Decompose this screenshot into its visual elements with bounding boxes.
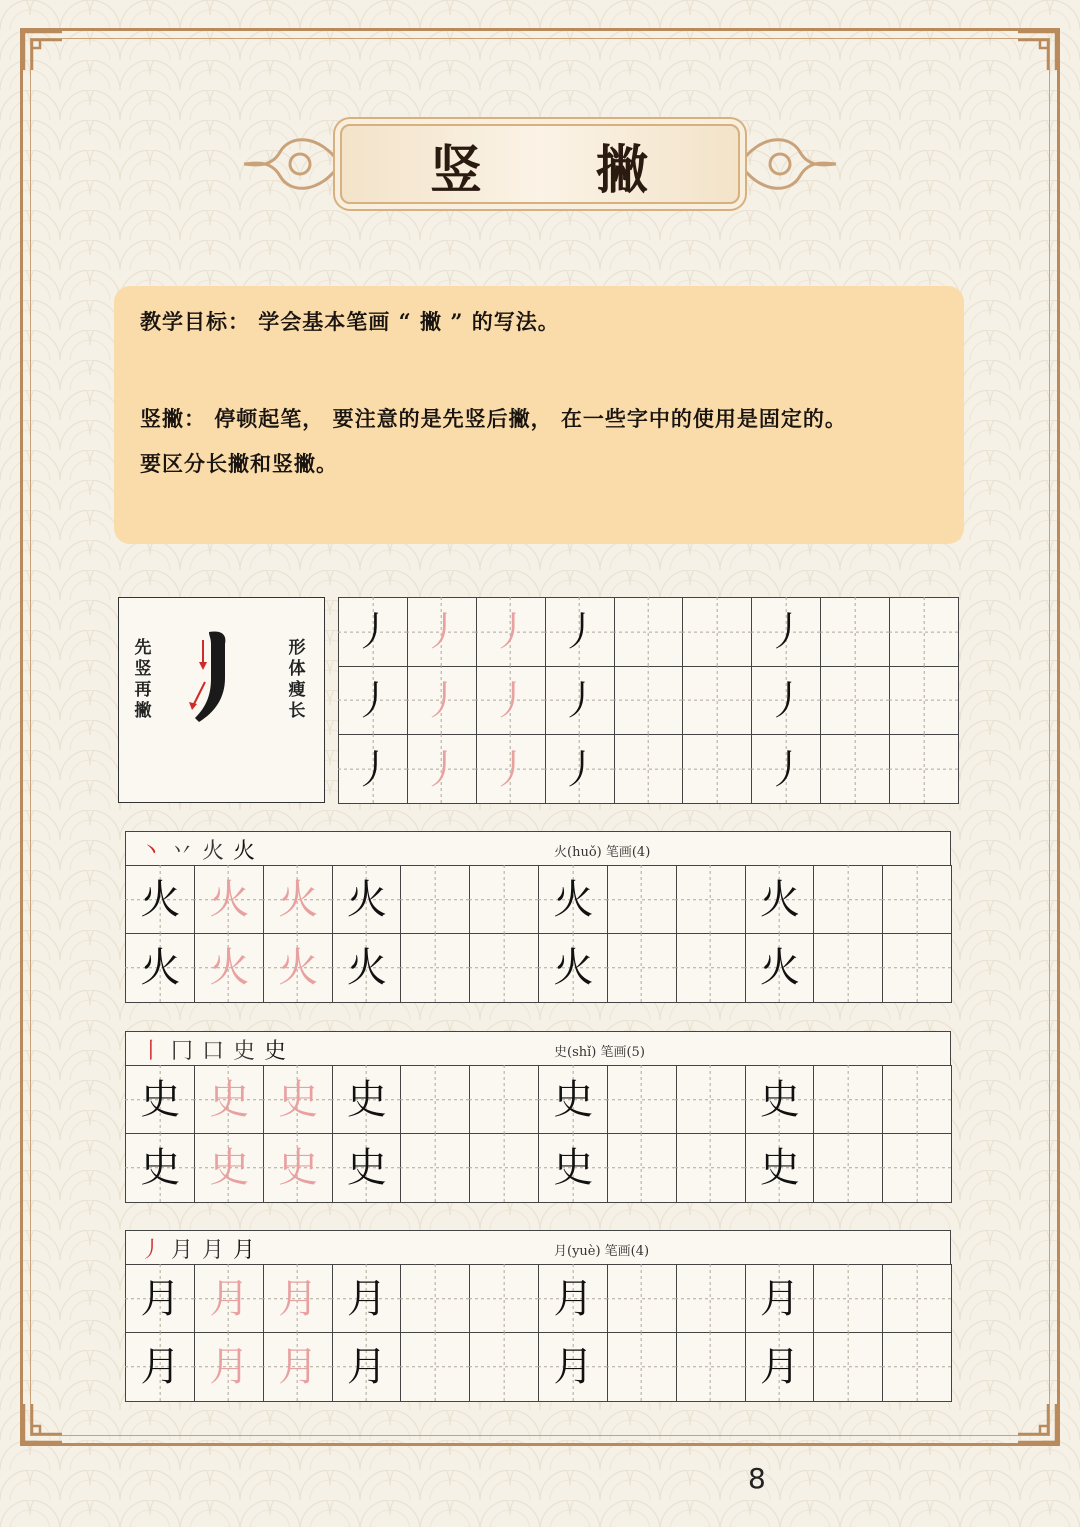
char-practice-cell[interactable]: [882, 933, 952, 1003]
char-practice-glyph: 火: [140, 877, 181, 923]
char-practice-cell[interactable]: [469, 1332, 539, 1402]
corner-ornament-top-right: [1014, 28, 1060, 74]
char-practice-cell[interactable]: [469, 865, 539, 935]
cell-guide-lines: [813, 1264, 883, 1334]
stroke-order-step: 月: [170, 1238, 193, 1263]
stroke-practice-cell[interactable]: [751, 734, 821, 804]
stroke-order-step: 冂: [170, 1039, 193, 1064]
stroke-order-step: 丨: [139, 1039, 162, 1064]
stroke-practice-glyph: 丿: [560, 609, 601, 656]
char-practice-glyph: 月: [553, 1344, 594, 1390]
cell-guide-lines: [613, 597, 683, 667]
char-practice-glyph: 史: [209, 1145, 250, 1191]
char-practice-glyph: 火: [759, 945, 800, 991]
char-practice-cell[interactable]: [745, 1065, 815, 1135]
cell-guide-lines: [400, 1065, 470, 1135]
char-section-2: [125, 1031, 951, 1201]
char-practice-cell[interactable]: [676, 1065, 746, 1135]
stroke-order-bar: [125, 1031, 951, 1067]
cell-guide-lines: [606, 1133, 676, 1203]
char-practice-cell[interactable]: [400, 1332, 470, 1402]
char-practice-cell[interactable]: [125, 1264, 195, 1334]
char-practice-glyph: 史: [346, 1145, 387, 1191]
char-practice-glyph: 火: [553, 945, 594, 991]
cell-guide-lines: [469, 1065, 539, 1135]
char-practice-cell[interactable]: [882, 865, 952, 935]
stroke-practice-cell[interactable]: [820, 597, 890, 667]
char-practice-glyph: 火: [553, 877, 594, 923]
cell-guide-lines: [820, 665, 890, 735]
stroke-order-step: 史: [232, 1039, 255, 1064]
char-practice-glyph: 月: [759, 1344, 800, 1390]
char-practice-glyph: 月: [278, 1276, 319, 1322]
char-practice-cell[interactable]: [676, 1332, 746, 1402]
char-practice-cell[interactable]: [607, 1332, 677, 1402]
char-practice-cell[interactable]: [538, 1065, 608, 1135]
corner-ornament-bottom-right: [1014, 1400, 1060, 1446]
stroke-practice-glyph: 丿: [766, 609, 807, 656]
cell-guide-lines: [606, 865, 676, 935]
cell-guide-lines: [682, 734, 752, 804]
char-practice-glyph: 月: [553, 1276, 594, 1322]
char-practice-cell[interactable]: [813, 1065, 883, 1135]
cell-guide-lines: [400, 1332, 470, 1402]
char-practice-cell[interactable]: [607, 865, 677, 935]
stroke-practice-glyph: 丿: [422, 677, 463, 724]
stroke-practice-cell[interactable]: [820, 734, 890, 804]
title-plate: [340, 124, 740, 204]
cell-guide-lines: [882, 1332, 952, 1402]
cell-guide-lines: [889, 597, 959, 667]
cell-guide-lines: [675, 1332, 745, 1402]
cell-guide-lines: [882, 865, 952, 935]
stroke-order-step: 月: [201, 1238, 224, 1263]
cell-guide-lines: [469, 1264, 539, 1334]
stroke-practice-glyph: 丿: [491, 746, 532, 793]
char-practice-cell[interactable]: [607, 1133, 677, 1203]
cell-guide-lines: [606, 933, 676, 1003]
stroke-practice-cell[interactable]: [407, 734, 477, 804]
cell-guide-lines: [606, 1065, 676, 1135]
char-practice-cell[interactable]: [332, 1332, 402, 1402]
cell-guide-lines: [469, 933, 539, 1003]
char-practice-glyph: 史: [553, 1077, 594, 1123]
char-practice-cell[interactable]: [676, 1133, 746, 1203]
teaching-goal-box: [114, 286, 964, 544]
vertical-left-falling-stroke-figure: [181, 626, 261, 726]
stroke-practice-cell[interactable]: [751, 666, 821, 736]
stroke-practice-cell[interactable]: [338, 734, 408, 804]
char-practice-cell[interactable]: [125, 1332, 195, 1402]
stroke-order-bar: [125, 1230, 951, 1266]
stroke-practice-cell[interactable]: [682, 734, 752, 804]
stroke-practice-glyph: 丿: [491, 609, 532, 656]
char-practice-glyph: 月: [759, 1276, 800, 1322]
stroke-practice-cell[interactable]: [820, 666, 890, 736]
goal-line-2: 竖撇： 停顿起笔， 要注意的是先竖后撇， 在一些字中的使用是固定的。: [140, 406, 847, 431]
title-plaque: [240, 112, 840, 216]
stroke-practice-cell[interactable]: [545, 734, 615, 804]
stroke-practice-cell[interactable]: [682, 597, 752, 667]
stroke-practice-cell[interactable]: [407, 597, 477, 667]
cell-guide-lines: [813, 1133, 883, 1203]
char-practice-cell[interactable]: [813, 1133, 883, 1203]
stroke-practice-cell[interactable]: [682, 666, 752, 736]
cell-guide-lines: [813, 933, 883, 1003]
char-practice-cell[interactable]: [538, 1133, 608, 1203]
char-practice-cell[interactable]: [194, 1065, 264, 1135]
page-number: 8: [748, 1462, 766, 1495]
char-practice-cell[interactable]: [607, 1264, 677, 1334]
stroke-practice-glyph: 丿: [422, 746, 463, 793]
char-practice-cell[interactable]: [745, 1133, 815, 1203]
char-practice-cell[interactable]: [263, 1065, 333, 1135]
char-practice-glyph: 火: [278, 877, 319, 923]
char-section-3: [125, 1230, 951, 1400]
char-practice-glyph: 史: [278, 1077, 319, 1123]
cell-guide-lines: [882, 1133, 952, 1203]
char-practice-cell[interactable]: [194, 865, 264, 935]
char-practice-cell[interactable]: [194, 1264, 264, 1334]
char-practice-cell[interactable]: [125, 1133, 195, 1203]
cell-guide-lines: [606, 1332, 676, 1402]
cell-guide-lines: [813, 1332, 883, 1402]
char-practice-cell[interactable]: [469, 1133, 539, 1203]
stroke-practice-glyph: 丿: [353, 746, 394, 793]
cell-guide-lines: [613, 734, 683, 804]
demo-right-label: 形体瘦长: [288, 638, 306, 721]
char-practice-cell[interactable]: [125, 1065, 195, 1135]
char-info-label: 史(shǐ) 笔画(5): [554, 1045, 645, 1060]
stroke-practice-cell[interactable]: [407, 666, 477, 736]
stroke-practice-glyph: 丿: [422, 609, 463, 656]
goal-line-1: 教学目标： 学会基本笔画 “ 撇 ” 的写法。: [140, 309, 560, 334]
stroke-practice-cell[interactable]: [614, 666, 684, 736]
char-practice-cell[interactable]: [125, 865, 195, 935]
cell-guide-lines: [675, 1065, 745, 1135]
stroke-practice-cell[interactable]: [751, 597, 821, 667]
stroke-practice-cell[interactable]: [476, 597, 546, 667]
char-practice-cell[interactable]: [332, 865, 402, 935]
char-practice-cell[interactable]: [469, 933, 539, 1003]
char-info-label: 月(yuè) 笔画(4): [554, 1244, 650, 1259]
title-char-1: 竖: [430, 140, 483, 201]
stroke-practice-cell[interactable]: [889, 734, 959, 804]
cell-guide-lines: [400, 1133, 470, 1203]
cell-guide-lines: [469, 1332, 539, 1402]
stroke-order-step: 丶: [139, 839, 162, 864]
cell-guide-lines: [400, 865, 470, 935]
stroke-practice-cell[interactable]: [889, 666, 959, 736]
char-practice-cell[interactable]: [400, 865, 470, 935]
char-practice-cell[interactable]: [607, 933, 677, 1003]
char-practice-cell[interactable]: [263, 1264, 333, 1334]
char-practice-cell[interactable]: [332, 1133, 402, 1203]
stroke-practice-cell[interactable]: [545, 666, 615, 736]
cell-guide-lines: [682, 665, 752, 735]
char-practice-glyph: 火: [346, 877, 387, 923]
cell-guide-lines: [813, 865, 883, 935]
char-practice-cell[interactable]: [882, 1133, 952, 1203]
cell-guide-lines: [820, 734, 890, 804]
char-practice-cell[interactable]: [400, 1065, 470, 1135]
char-practice-cell[interactable]: [676, 1264, 746, 1334]
cell-guide-lines: [606, 1264, 676, 1334]
char-practice-cell[interactable]: [332, 1065, 402, 1135]
char-practice-cell[interactable]: [263, 865, 333, 935]
char-practice-glyph: 史: [346, 1077, 387, 1123]
char-practice-cell[interactable]: [745, 933, 815, 1003]
char-practice-glyph: 月: [140, 1344, 181, 1390]
cell-guide-lines: [882, 1264, 952, 1334]
char-practice-cell[interactable]: [538, 1332, 608, 1402]
cell-guide-lines: [469, 1133, 539, 1203]
char-practice-cell[interactable]: [400, 1264, 470, 1334]
char-practice-cell[interactable]: [676, 933, 746, 1003]
char-practice-cell[interactable]: [263, 1133, 333, 1203]
stroke-practice-cell[interactable]: [545, 597, 615, 667]
cell-guide-lines: [400, 1264, 470, 1334]
char-practice-glyph: 史: [140, 1077, 181, 1123]
cell-guide-lines: [889, 665, 959, 735]
char-practice-glyph: 月: [140, 1276, 181, 1322]
char-practice-cell[interactable]: [745, 1332, 815, 1402]
char-practice-cell[interactable]: [469, 1264, 539, 1334]
stroke-order-step: 月: [232, 1238, 255, 1263]
stroke-practice-cell[interactable]: [338, 666, 408, 736]
cell-guide-lines: [882, 933, 952, 1003]
char-practice-glyph: 史: [553, 1145, 594, 1191]
char-practice-glyph: 史: [759, 1145, 800, 1191]
char-practice-glyph: 月: [209, 1276, 250, 1322]
char-practice-glyph: 火: [278, 945, 319, 991]
stroke-order-step: 火: [232, 839, 255, 864]
char-practice-glyph: 火: [346, 945, 387, 991]
char-practice-glyph: 火: [140, 945, 181, 991]
stroke-practice-cell[interactable]: [338, 597, 408, 667]
stroke-practice-glyph: 丿: [353, 609, 394, 656]
char-practice-cell[interactable]: [332, 1264, 402, 1334]
stroke-order-step: 口: [201, 1039, 224, 1064]
title-char-2: 撇: [596, 140, 649, 201]
demo-left-label: 先竖再撇: [134, 638, 152, 721]
stroke-practice-glyph: 丿: [491, 677, 532, 724]
char-practice-glyph: 月: [346, 1344, 387, 1390]
char-practice-cell[interactable]: [882, 1332, 952, 1402]
stroke-order-step: 丿: [139, 1238, 162, 1263]
char-info-label: 火(huǒ) 笔画(4): [554, 845, 651, 860]
char-practice-cell[interactable]: [194, 1133, 264, 1203]
stroke-order-bar: [125, 831, 951, 867]
stroke-practice-cell[interactable]: [476, 666, 546, 736]
corner-ornament-top-left: [20, 28, 66, 74]
char-practice-cell[interactable]: [745, 865, 815, 935]
char-practice-cell[interactable]: [745, 1264, 815, 1334]
char-practice-cell[interactable]: [263, 1332, 333, 1402]
stroke-practice-glyph: 丿: [766, 746, 807, 793]
stroke-practice-glyph: 丿: [560, 677, 601, 724]
stroke-practice-glyph: 丿: [353, 677, 394, 724]
char-practice-cell[interactable]: [813, 1332, 883, 1402]
cell-guide-lines: [813, 1065, 883, 1135]
cell-guide-lines: [889, 734, 959, 804]
char-practice-glyph: 火: [209, 877, 250, 923]
corner-ornament-bottom-left: [20, 1400, 66, 1446]
char-practice-cell[interactable]: [813, 933, 883, 1003]
char-practice-glyph: 月: [346, 1276, 387, 1322]
cell-guide-lines: [882, 1065, 952, 1135]
char-practice-cell[interactable]: [469, 1065, 539, 1135]
char-practice-cell[interactable]: [813, 865, 883, 935]
char-practice-glyph: 火: [759, 877, 800, 923]
char-practice-cell[interactable]: [538, 933, 608, 1003]
char-practice-cell[interactable]: [194, 933, 264, 1003]
char-practice-glyph: 史: [209, 1077, 250, 1123]
cell-guide-lines: [400, 933, 470, 1003]
char-practice-glyph: 史: [759, 1077, 800, 1123]
cell-guide-lines: [675, 933, 745, 1003]
char-practice-cell[interactable]: [813, 1264, 883, 1334]
char-practice-cell[interactable]: [400, 933, 470, 1003]
char-practice-cell[interactable]: [607, 1065, 677, 1135]
char-practice-cell[interactable]: [882, 1264, 952, 1334]
char-practice-cell[interactable]: [538, 1264, 608, 1334]
char-practice-glyph: 火: [209, 945, 250, 991]
char-practice-glyph: 月: [209, 1344, 250, 1390]
goal-line-3: 要区分长撇和竖撇。: [140, 451, 338, 476]
stroke-practice-glyph: 丿: [560, 746, 601, 793]
stroke-practice-cell[interactable]: [476, 734, 546, 804]
cell-guide-lines: [820, 597, 890, 667]
stroke-demo-box: [118, 597, 325, 803]
stroke-order-step: 丷: [170, 839, 193, 864]
char-practice-cell[interactable]: [194, 1332, 264, 1402]
stroke-practice-cell[interactable]: [614, 734, 684, 804]
char-practice-cell[interactable]: [538, 865, 608, 935]
cell-guide-lines: [682, 597, 752, 667]
char-practice-cell[interactable]: [882, 1065, 952, 1135]
char-practice-cell[interactable]: [676, 865, 746, 935]
stroke-order-step: 火: [201, 839, 224, 864]
cell-guide-lines: [675, 1133, 745, 1203]
stroke-practice-cell[interactable]: [614, 597, 684, 667]
cell-guide-lines: [613, 665, 683, 735]
stroke-practice-cell[interactable]: [889, 597, 959, 667]
char-practice-cell[interactable]: [400, 1133, 470, 1203]
stroke-practice-glyph: 丿: [766, 677, 807, 724]
char-practice-cell[interactable]: [125, 933, 195, 1003]
char-practice-glyph: 史: [278, 1145, 319, 1191]
cell-guide-lines: [675, 865, 745, 935]
cell-guide-lines: [675, 1264, 745, 1334]
char-practice-glyph: 史: [140, 1145, 181, 1191]
cell-guide-lines: [469, 865, 539, 935]
stroke-practice-grid: [338, 597, 958, 803]
char-practice-cell[interactable]: [332, 933, 402, 1003]
char-section-1: [125, 831, 951, 1001]
stroke-order-step: 史: [263, 1039, 286, 1064]
char-practice-glyph: 月: [278, 1344, 319, 1390]
char-practice-cell[interactable]: [263, 933, 333, 1003]
